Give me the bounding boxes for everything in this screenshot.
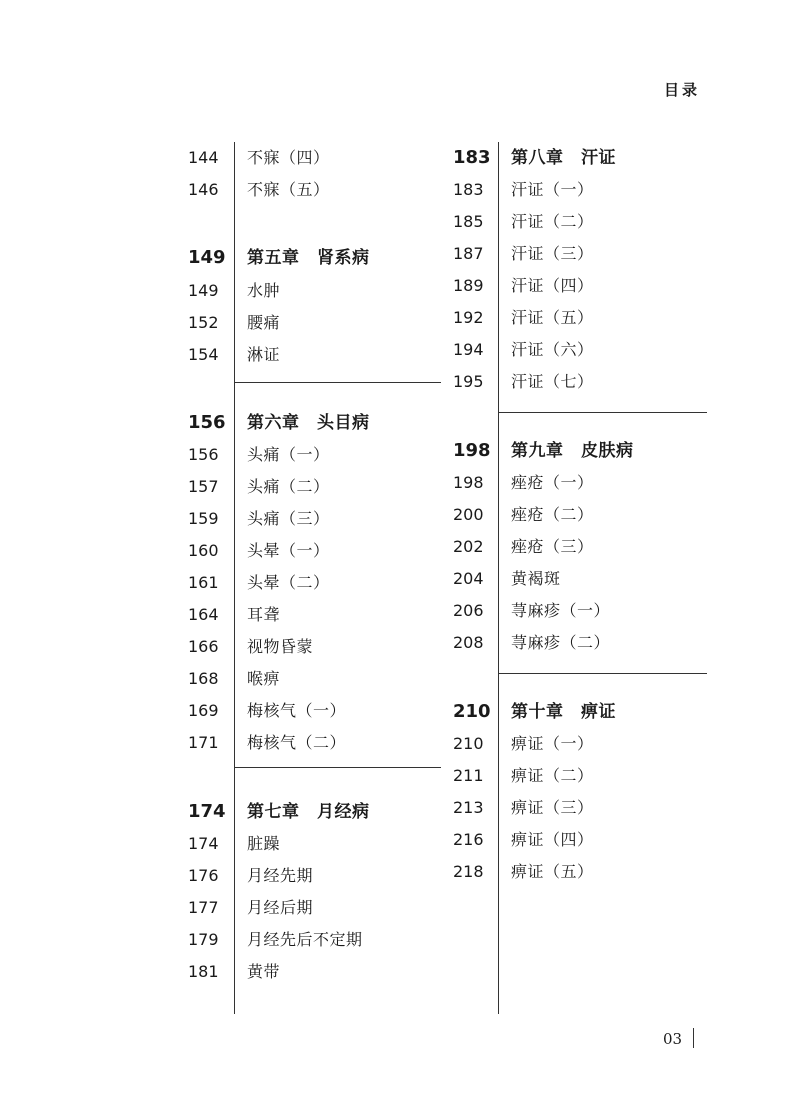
toc-page-number: 176 (188, 866, 219, 885)
toc-page-number: 194 (453, 340, 484, 359)
toc-entry-title: 第六章 头目病 (247, 413, 370, 433)
toc-entry-title: 汗证（一） (511, 180, 594, 199)
toc-entry (188, 892, 488, 924)
toc-entry-title: 第七章 月经病 (247, 802, 370, 822)
toc-chapter-heading (188, 796, 488, 828)
toc-entry-title: 黄带 (247, 962, 281, 981)
toc-entry-title: 第八章 汗证 (511, 148, 616, 168)
toc-entry (188, 142, 491, 174)
toc-entry-title: 月经先期 (247, 866, 314, 885)
toc-entry-title: 痤疮（二） (511, 505, 594, 524)
toc-entry (453, 238, 753, 270)
toc-entry-title: 汗证（六） (511, 340, 594, 359)
toc-entry (188, 307, 488, 339)
toc-entry-title: 痹证（一） (511, 734, 594, 753)
toc-page-number: 181 (188, 962, 219, 981)
toc-page-number: 210 (453, 701, 491, 722)
toc-page-number: 174 (188, 801, 226, 822)
toc-entry (188, 567, 488, 599)
toc-page-number: 200 (453, 505, 484, 524)
toc-page-number: 174 (188, 834, 219, 853)
toc-page-number: 204 (453, 569, 484, 588)
toc-entry (188, 828, 488, 860)
toc-page-number: 213 (453, 798, 484, 817)
toc-entry-title: 不寐（五） (247, 180, 330, 199)
toc-entry (453, 627, 753, 659)
toc-page-number: 198 (453, 473, 484, 492)
toc-entry (453, 531, 753, 563)
toc-entry (188, 471, 488, 503)
toc-entry (188, 956, 488, 988)
toc-entry (453, 270, 753, 302)
toc-entry (453, 792, 753, 824)
toc-entry-title: 痹证（四） (511, 830, 594, 849)
toc-page-number: 157 (188, 477, 219, 496)
toc-page-number: 164 (188, 605, 219, 624)
toc-entry (188, 339, 488, 371)
toc-entry-title: 汗证（四） (511, 276, 594, 295)
toc-page-number: 159 (188, 509, 219, 528)
page-number: 03 (663, 1030, 683, 1048)
toc-entry (453, 174, 753, 206)
toc-page-number: 146 (188, 180, 219, 199)
toc-page-number: 206 (453, 601, 484, 620)
toc-entry (188, 599, 488, 631)
toc-entry (188, 663, 488, 695)
toc-entry-title: 荨麻疹（一） (511, 601, 611, 620)
toc-page-number: 208 (453, 633, 484, 652)
toc-entry-title: 喉痹 (247, 669, 281, 688)
toc-entry (188, 174, 488, 206)
toc-page-number: 154 (188, 345, 219, 364)
toc-page-number: 183 (453, 180, 484, 199)
section-separator (234, 382, 441, 383)
toc-entry (453, 595, 753, 627)
toc-entry (453, 856, 753, 888)
toc-entry (188, 439, 488, 471)
toc-entry-title: 月经后期 (247, 898, 314, 917)
toc-entry (188, 535, 488, 567)
toc-chapter-heading (188, 242, 488, 274)
toc-page-number: 198 (453, 440, 491, 461)
toc-page-number: 187 (453, 244, 484, 263)
toc-entry (188, 727, 488, 759)
toc-entry (453, 824, 753, 856)
section-separator (498, 412, 707, 413)
toc-entry-title: 头晕（一） (247, 541, 330, 560)
toc-entry-title: 脏躁 (247, 834, 281, 853)
toc-entry-title: 水肿 (247, 281, 281, 300)
toc-page-number: 177 (188, 898, 219, 917)
toc-entry (453, 499, 753, 531)
toc-chapter-heading (453, 435, 753, 467)
toc-page-number: 160 (188, 541, 219, 560)
toc-entry (188, 631, 488, 663)
toc-entry-title: 痹证（五） (511, 862, 594, 881)
toc-page-number: 149 (188, 281, 219, 300)
toc-entry-title: 梅核气（二） (247, 733, 347, 752)
toc-entry (453, 760, 753, 792)
toc-page-number: 152 (188, 313, 219, 332)
toc-entry (188, 275, 488, 307)
toc-entry-title: 头晕（二） (247, 573, 330, 592)
toc-chapter-heading (453, 696, 753, 728)
toc-entry (453, 366, 753, 398)
toc-entry (453, 467, 753, 499)
toc-page-number: 202 (453, 537, 484, 556)
toc-entry-title: 汗证（七） (511, 372, 594, 391)
toc-entry (453, 206, 753, 238)
toc-page-number: 171 (188, 733, 219, 752)
toc-page-number: 216 (453, 830, 484, 849)
toc-entry-title: 不寐（四） (247, 148, 330, 167)
toc-page-number: 156 (188, 412, 226, 433)
toc-page-number: 210 (453, 734, 484, 753)
toc-chapter-heading (453, 142, 753, 174)
toc-entry-title: 第九章 皮肤病 (511, 441, 634, 461)
toc-page-number: 183 (453, 147, 491, 168)
toc-page-number: 149 (188, 247, 226, 268)
toc-page-number: 166 (188, 637, 219, 656)
toc-page-number: 211 (453, 766, 484, 785)
toc-entry-title: 月经先后不定期 (247, 930, 363, 949)
toc-entry-title: 头痛（二） (247, 477, 330, 496)
toc-page-number: 161 (188, 573, 219, 592)
toc-entry (188, 860, 488, 892)
toc-entry-title: 黄褐斑 (511, 569, 561, 588)
toc-page-number: 168 (188, 669, 219, 688)
toc-entry-title: 头痛（一） (247, 445, 330, 464)
toc-entry (453, 302, 753, 334)
toc-entry-title: 耳聋 (247, 605, 281, 624)
toc-page-number: 169 (188, 701, 219, 720)
toc-chapter-heading (188, 407, 488, 439)
toc-entry-title: 第十章 痹证 (511, 702, 616, 722)
toc-entry-title: 汗证（二） (511, 212, 594, 231)
page-header-title: 目录 (664, 81, 701, 99)
toc-page-number: 218 (453, 862, 484, 881)
toc-entry-title: 第五章 肾系病 (247, 248, 370, 268)
toc-page-number: 156 (188, 445, 219, 464)
toc-entry-title: 荨麻疹（二） (511, 633, 611, 652)
toc-entry (188, 695, 491, 727)
toc-entry (453, 334, 753, 366)
toc-entry-title: 梅核气（一） (247, 701, 347, 720)
toc-entry-title: 痤疮（一） (511, 473, 594, 492)
toc-entry (453, 563, 753, 595)
toc-entry (188, 503, 488, 535)
toc-page-number: 192 (453, 308, 484, 327)
toc-page-number: 195 (453, 372, 484, 391)
section-separator (498, 673, 707, 674)
footer-bar (693, 1028, 694, 1048)
toc-entry (453, 728, 753, 760)
toc-entry-title: 痹证（二） (511, 766, 594, 785)
toc-page-number: 185 (453, 212, 484, 231)
toc-entry-title: 痤疮（三） (511, 537, 594, 556)
toc-page-number: 189 (453, 276, 484, 295)
toc-entry-title: 汗证（三） (511, 244, 594, 263)
toc-page-number: 144 (188, 148, 219, 167)
section-separator (234, 767, 441, 768)
toc-entry-title: 头痛（三） (247, 509, 330, 528)
toc-page-number: 179 (188, 930, 219, 949)
toc-entry-title: 汗证（五） (511, 308, 594, 327)
toc-entry-title: 淋证 (247, 345, 281, 364)
toc-entry-title: 视物昏蒙 (247, 637, 314, 656)
toc-entry-title: 痹证（三） (511, 798, 594, 817)
toc-entry-title: 腰痛 (247, 313, 281, 332)
toc-entry (188, 924, 488, 956)
